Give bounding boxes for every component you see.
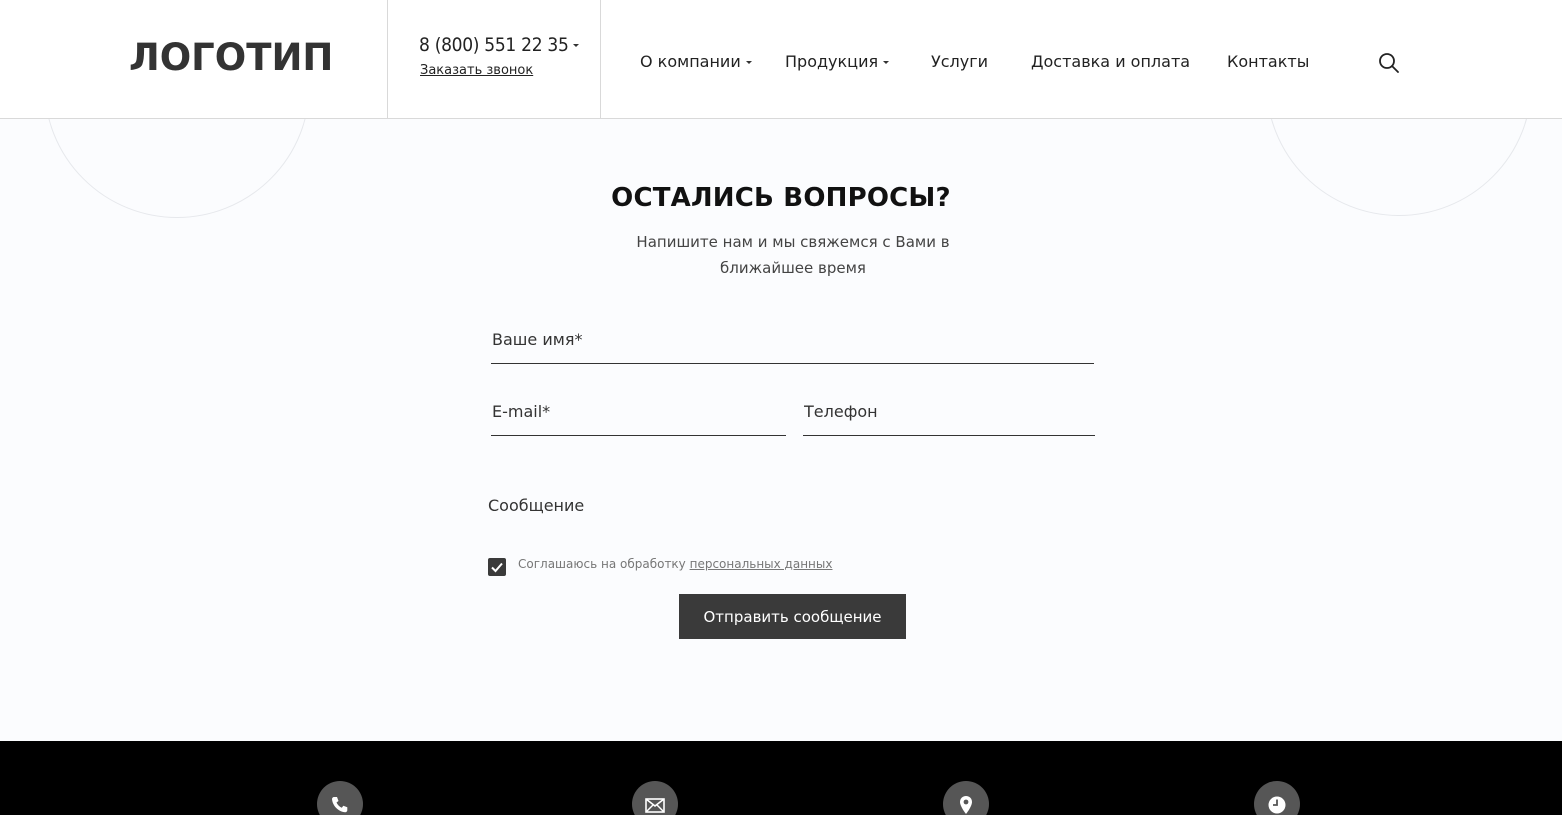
callback-link[interactable]: Заказать звонок — [420, 63, 534, 78]
nav-item-label: Доставка и оплата — [1031, 52, 1191, 71]
checkmark-icon — [488, 558, 506, 576]
section-subtitle: Напишите нам и мы свяжемся с Вами в ближайшее время — [636, 233, 950, 277]
nav-item-about[interactable] — [640, 52, 752, 71]
consent-label: Соглашаюсь на обработку — [518, 557, 690, 571]
header-divider — [600, 0, 601, 119]
site-header — [0, 0, 1562, 119]
nav-item-products[interactable] — [785, 52, 889, 71]
clock-icon[interactable] — [1254, 781, 1300, 815]
section-title: ОСТАЛИСЬ ВОПРОСЫ? — [611, 183, 951, 213]
name-field[interactable] — [491, 327, 1094, 364]
nav-item-label: Услуги — [931, 52, 989, 71]
logo[interactable]: ЛОГОТИП — [129, 36, 334, 79]
chevron-down-icon[interactable] — [573, 44, 579, 47]
header-divider — [387, 0, 388, 119]
location-icon[interactable] — [943, 781, 989, 815]
header-phone[interactable]: 8 (800) 551 22 35 — [419, 34, 569, 56]
phone-icon[interactable] — [317, 781, 363, 815]
nav-item-label: Продукция — [785, 52, 879, 71]
search-icon[interactable] — [1378, 52, 1400, 74]
nav-item-label: Контакты — [1227, 52, 1310, 71]
nav-item-contacts[interactable] — [1227, 52, 1309, 71]
nav-item-label: О компании — [640, 52, 741, 71]
chevron-down-icon — [883, 61, 889, 64]
email-field[interactable] — [491, 399, 786, 436]
personal-data-link[interactable]: персональных данных — [689, 557, 833, 571]
chevron-down-icon — [746, 61, 752, 64]
site-footer — [0, 741, 1562, 815]
message-field[interactable] — [488, 496, 1095, 524]
consent-text — [518, 557, 832, 571]
nav-item-delivery[interactable] — [1031, 52, 1190, 71]
phone-field[interactable] — [803, 399, 1095, 436]
submit-button[interactable]: Отправить сообщение — [679, 594, 906, 639]
consent-checkbox[interactable] — [488, 558, 506, 576]
nav-item-services[interactable] — [931, 52, 988, 71]
mail-icon[interactable] — [632, 781, 678, 815]
